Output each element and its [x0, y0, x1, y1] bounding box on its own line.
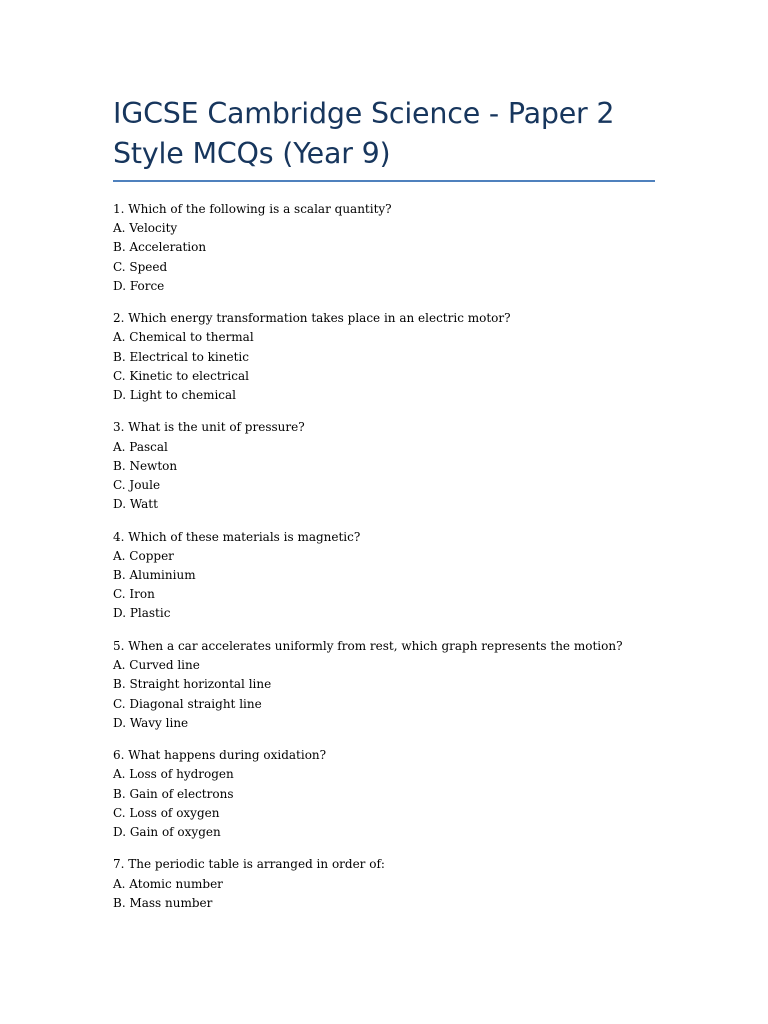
answer-option: C. Kinetic to electrical — [113, 368, 249, 383]
question-text: 6. What happens during oxidation? — [113, 748, 327, 763]
answer-option: A. Pascal — [113, 439, 168, 454]
question-6 — [113, 746, 673, 842]
answer-option: B. Electrical to kinetic — [113, 349, 249, 364]
answer-option: B. Gain of electrons — [113, 786, 234, 801]
answer-option: A. Velocity — [113, 221, 178, 236]
page-title-line-1: IGCSE Cambridge Science - Paper 2 — [113, 97, 615, 130]
page-title — [113, 94, 655, 174]
answer-option: A. Chemical to thermal — [113, 330, 254, 345]
answer-option: A. Curved line — [113, 658, 200, 673]
answer-option: A. Loss of hydrogen — [113, 767, 234, 782]
answer-option: A. Copper — [113, 548, 174, 563]
question-text: 1. Which of the following is a scalar quantity? — [113, 202, 392, 216]
answer-option: B. Mass number — [113, 895, 213, 910]
answer-option: A. Atomic number — [113, 876, 223, 891]
answer-option: D. Force — [113, 278, 165, 293]
answer-option: C. Speed — [113, 259, 168, 274]
answer-option: C. Joule — [113, 478, 161, 493]
answer-option: B. Newton — [113, 458, 178, 473]
question-list — [113, 200, 673, 926]
question-text: 2. Which energy transformation takes place in an electric motor? — [113, 311, 511, 326]
question-text: 3. What is the unit of pressure? — [113, 420, 305, 435]
page-title-line-2: Style MCQs (Year 9) — [113, 137, 391, 170]
question-7 — [113, 855, 673, 913]
question-1 — [113, 200, 673, 296]
answer-option: D. Light to chemical — [113, 387, 237, 402]
answer-option: B. Acceleration — [113, 240, 207, 255]
answer-option: C. Iron — [113, 587, 155, 602]
question-3 — [113, 418, 673, 514]
question-4 — [113, 528, 673, 624]
question-text: 4. Which of these materials is magnetic? — [113, 529, 361, 544]
answer-option: D. Gain of oxygen — [113, 824, 221, 839]
answer-option: D. Plastic — [113, 606, 171, 621]
answer-option: D. Wavy line — [113, 715, 189, 730]
question-text: 5. When a car accelerates uniformly from rest, which graph represents the motion? — [113, 638, 623, 653]
answer-option: C. Loss of oxygen — [113, 805, 220, 820]
answer-option: C. Diagonal straight line — [113, 696, 262, 711]
question-5 — [113, 637, 673, 733]
answer-option: B. Straight horizontal line — [113, 677, 272, 692]
question-2 — [113, 309, 673, 405]
answer-option: D. Watt — [113, 497, 158, 512]
question-text: 7. The periodic table is arranged in order of: — [113, 857, 385, 872]
title-divider — [113, 180, 655, 182]
answer-option: B. Aluminium — [113, 568, 196, 583]
title-block — [113, 94, 655, 174]
